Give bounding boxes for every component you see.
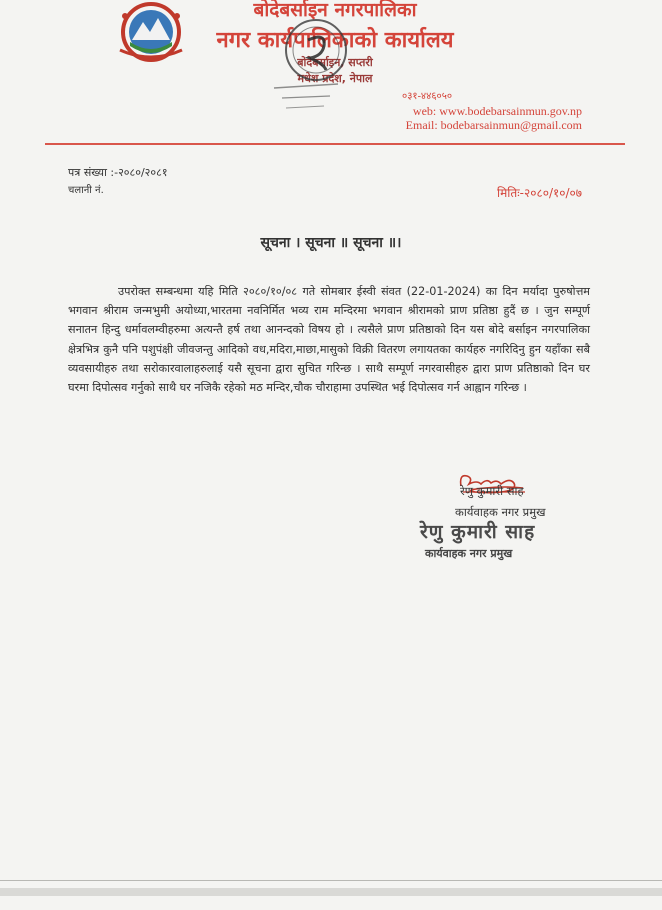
header-divider [45,143,625,145]
office-name: नगर कार्यपालिकाको कार्यालय [216,28,454,53]
address-line-2: मधेश प्रदेश, नेपाल [297,72,373,85]
seal-role: कार्यवाहक नगर प्रमुख [425,547,513,560]
website: web: www.bodebarsainmun.gov.np [412,104,582,118]
scan-edge-band [0,888,662,896]
scan-edge-line [0,880,662,881]
signatory-name: रेणु कुमारी साह [460,484,524,498]
email: Email: bodebarsainmun@gmail.com [405,118,582,132]
letter-date: मितिः-२०८०/१०/०७ [497,186,582,200]
office-stamp-icon [268,10,358,122]
dispatch-number: चलानी नं. [68,185,104,196]
seal-name: रेणु कुमारी साह [420,521,536,543]
notice-body: उपरोक्त सम्बन्धमा यहि मिति २०८०/१०/०८ गते सोमबार ईस्वी संवत (22-01-2024) का दिन मर्यादा पुरुषोत्तम भगवान श्रीराम जन्मभुमी अयोध्या,भारतमा नवनिर्मित भव्य राम मन्दिरमा भगवान श्रीरामको प्राण प्रतिष्ठा हुदैं छ । जुन सम्पूर्ण सनातन हिन्दु धर्मावलम्वीहरुमा अत्यन्तै हर्ष तथा आनन्दको विषय हो । त्यसैले प्राण प्रतिष्ठाको दिन यस बोदे बर्साइन नगरपालिका क्षेत्रभित्र कुनै पनि पशुपंक्षी जीवजन्तु आदिको वध,मदिरा,माछा,मासुको विक्री वितरण लगायतका कार्यहरु नगरिदिनु हुन यहाँका सबै व्यवसायीहरु तथा सरोकारवालाहरुलाई यसै सूचना द्वारा सुचित गरिन्छ । साथै सम्पूर्ण नगरवासीहरु द्वारा प्राण प्रतिष्ठाको दिन घर घरमा दिपोत्सव गर्नुको साथै घर नजिकै रहेको मठ मन्दिर,चौक चौराहामा उपस्थित भई दिपोत्सव गर्न आह्वान गरिन्छ । [68,285,590,395]
reference-number: पत्र संख्या :-२०८०/२०८१ [68,166,168,179]
signatory-role: कार्यवाहक नगर प्रमुख [455,505,546,519]
phone-number: ०३१-४४६०५० [402,91,453,102]
notice-title: सूचना । सूचना ॥ सूचना ॥। [260,235,402,251]
address-line-1: बोदेबर्साइन, सप्तरी [297,56,373,69]
municipality-name: बोदेबर्साइन नगरपालिका [253,0,417,21]
government-emblem-icon [110,0,192,62]
